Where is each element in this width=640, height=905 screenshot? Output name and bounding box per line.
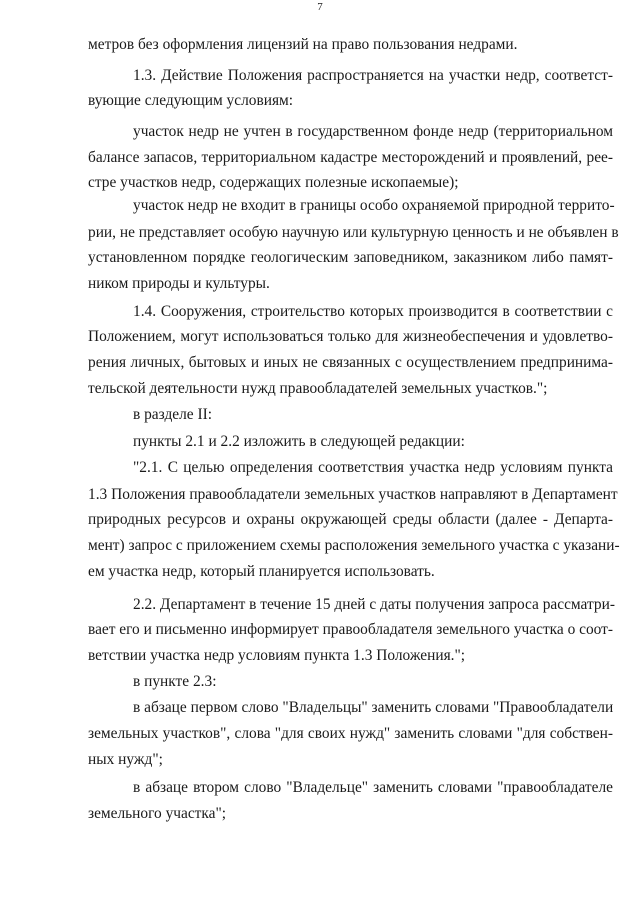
text-line: рения личных, бытовых и иных не связанных с осуществлением предпринима- (88, 354, 613, 371)
text-line: земельных участков", слова "для своих нужд" заменить словами "для собствен- (88, 725, 613, 742)
text-line: 2.2. Департамент в течение 15 дней с даты получения запроса рассматри- (133, 596, 615, 613)
text-line: участок недр не учтен в государственном фонде недр (территориальном (133, 123, 613, 140)
text-line: Положением, могут использоваться только для жизнеобеспечения и удовлетво- (88, 328, 613, 345)
text-line: рии, не представляет особую научную или культурную ценность и не объявлен в (88, 224, 619, 241)
text-line: "2.1. С целью определения соответствия участка недр условиям пункта (133, 459, 613, 476)
text-line: вает его и письменно информирует правообладателя земельного участка о соот- (88, 621, 614, 638)
text-line: природных ресурсов и охраны окружающей среды области (далее - Департа- (88, 511, 613, 528)
text-line: земельного участка"; (88, 805, 227, 822)
text-line: ных нужд"; (88, 751, 163, 768)
text-line: в разделе II: (133, 406, 212, 423)
text-line: ником природы и культуры. (88, 275, 270, 292)
text-line: вующие следующим условиям: (88, 92, 294, 109)
text-line: стре участков недр, содержащих полезные ископаемые); (88, 174, 459, 191)
text-line: 1.4. Сооружения, строительство которых производится в соответствии с (133, 303, 613, 320)
text-line: участок недр не входит в границы особо охраняемой природной террито- (133, 197, 615, 214)
text-line: мент) запрос с приложением схемы расположения земельного участка с указани- (88, 537, 620, 554)
text-line: в пункте 2.3: (133, 673, 217, 690)
text-line: пункты 2.1 и 2.2 изложить в следующей редакции: (133, 433, 465, 450)
text-line: ветствии участка недр условиям пункта 1.3 Положения."; (88, 647, 466, 664)
text-line: балансе запасов, территориальном кадастре месторождений и проявлений, рее- (88, 149, 613, 166)
text-line: ем участка недр, который планируется использовать. (88, 563, 435, 580)
page-number: 7 (317, 1, 323, 13)
text-line: 1.3 Положения правообладатели земельных участков направляют в Департамент (88, 486, 618, 503)
text-line: установленном порядке геологическим заповедником, заказником либо памят- (88, 249, 613, 266)
text-line: метров без оформления лицензий на право пользования недрами. (88, 36, 518, 53)
text-line: в абзаце втором слово "Владельце" заменить словами "правообладателе (133, 779, 613, 796)
text-line: 1.3. Действие Положения распространяется на участки недр, соответст- (133, 67, 613, 84)
text-line: тельской деятельности нужд правообладателей земельных участков."; (88, 380, 548, 397)
text-line: в абзаце первом слово "Владельцы" заменить словами "Правообладатели (133, 699, 614, 716)
